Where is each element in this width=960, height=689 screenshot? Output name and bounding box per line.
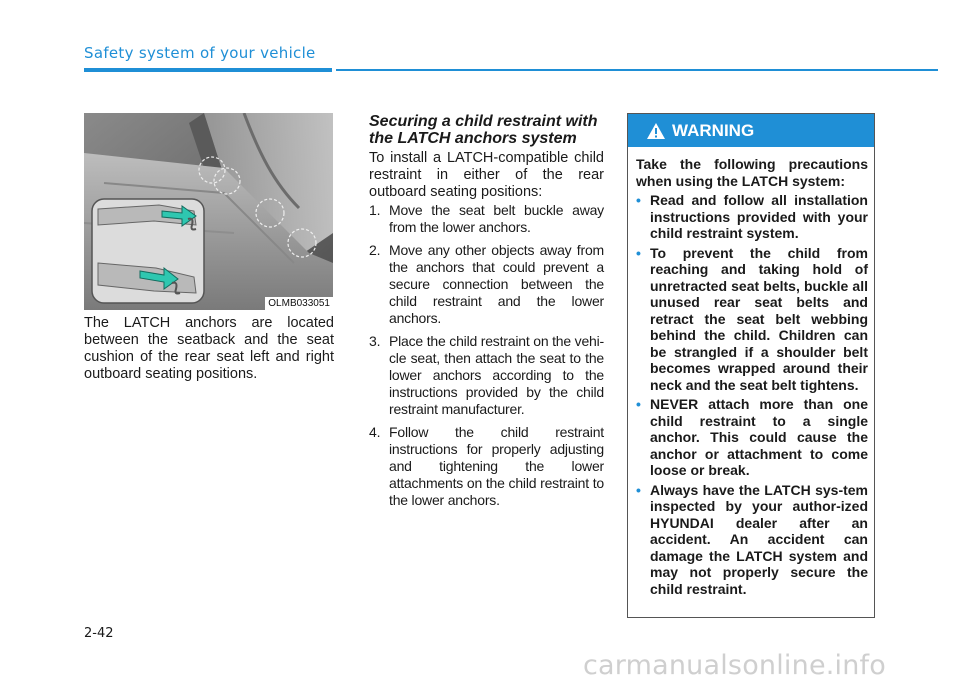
warning-triangle-icon xyxy=(646,122,666,140)
warning-item-text: NEVER attach more than one child restraint to a single anchor. This could cause the anchor or attachment to come loose or break. xyxy=(650,396,868,478)
step-item xyxy=(369,424,604,509)
bullet-icon: • xyxy=(636,244,641,261)
warning-header xyxy=(628,114,874,147)
warning-item xyxy=(636,482,868,598)
watermark: carmanualsonline.info xyxy=(583,650,886,681)
step-number: 4. xyxy=(369,424,381,440)
header-rule xyxy=(336,69,938,71)
step-number: 2. xyxy=(369,242,381,258)
warning-item xyxy=(636,192,868,242)
page-number: 2-42 xyxy=(84,626,114,641)
bullet-icon: • xyxy=(636,481,641,498)
bullet-icon: • xyxy=(636,396,641,412)
step-text: Move any other objects away from the anchors that could prevent a secure connection between the child restraint and the lower anchors. xyxy=(389,242,604,326)
warning-item-text: Always have the LATCH sys-tem inspected by your author-ized HYUNDAI dealer after an accident. An accident can damage the LATCH system and may not properly secure the child restraint. xyxy=(650,481,868,597)
section-title: Safety system of your vehicle xyxy=(84,44,316,62)
step-number: 1. xyxy=(369,202,381,218)
warning-item xyxy=(636,245,868,394)
step-number: 3. xyxy=(369,333,381,349)
step-text: Follow the child restraint instructions for properly adjusting and tightening the lower attachments on the child restraint to the lower anchors. xyxy=(389,424,604,508)
warning-intro: Take the following precautions when using the LATCH system: xyxy=(636,156,868,189)
step-item xyxy=(369,202,604,236)
warning-item-text: Read and follow all installation instructions provided with your child restraint system. xyxy=(650,192,868,241)
warning-item-text: To prevent the child from reaching and taking hold of unretracted seat belts, buckle all unused rear seat belts and retract the seat belt webbing behind the child. Children can be strangled if a shoulder belt becomes wrapped around their neck and the seat belt tightens. xyxy=(650,244,868,393)
intro-paragraph: To install a LATCH-compatible child restraint in either of the rear outboard seating positions: xyxy=(369,150,604,200)
step-text: Move the seat belt buckle away from the lower anchors. xyxy=(389,202,604,235)
step-item xyxy=(369,333,604,418)
seat-illustration-svg xyxy=(84,113,333,310)
latch-location-paragraph: The LATCH anchors are located between the seatback and the seat cushion of the rear seat left and right outboard seating positions. xyxy=(84,315,334,382)
warning-title: WARNING xyxy=(672,120,755,140)
installation-steps xyxy=(369,202,604,515)
figure-code: OLMB033051 xyxy=(265,297,333,310)
section-heading: Securing a child restraint with the LATCH anchors system xyxy=(369,113,598,147)
warning-list xyxy=(636,192,868,600)
rear-seat-latch-illustration xyxy=(84,113,333,310)
warning-item xyxy=(636,396,868,479)
warning-box xyxy=(627,113,875,618)
header-rule-thick xyxy=(84,68,332,72)
bullet-icon: • xyxy=(636,192,641,208)
step-item xyxy=(369,242,604,327)
step-text: Place the child restraint on the vehi-cle seat, then attach the seat to the lower anchors according to the instructions provided by the child restraint manufacturer. xyxy=(389,333,604,417)
